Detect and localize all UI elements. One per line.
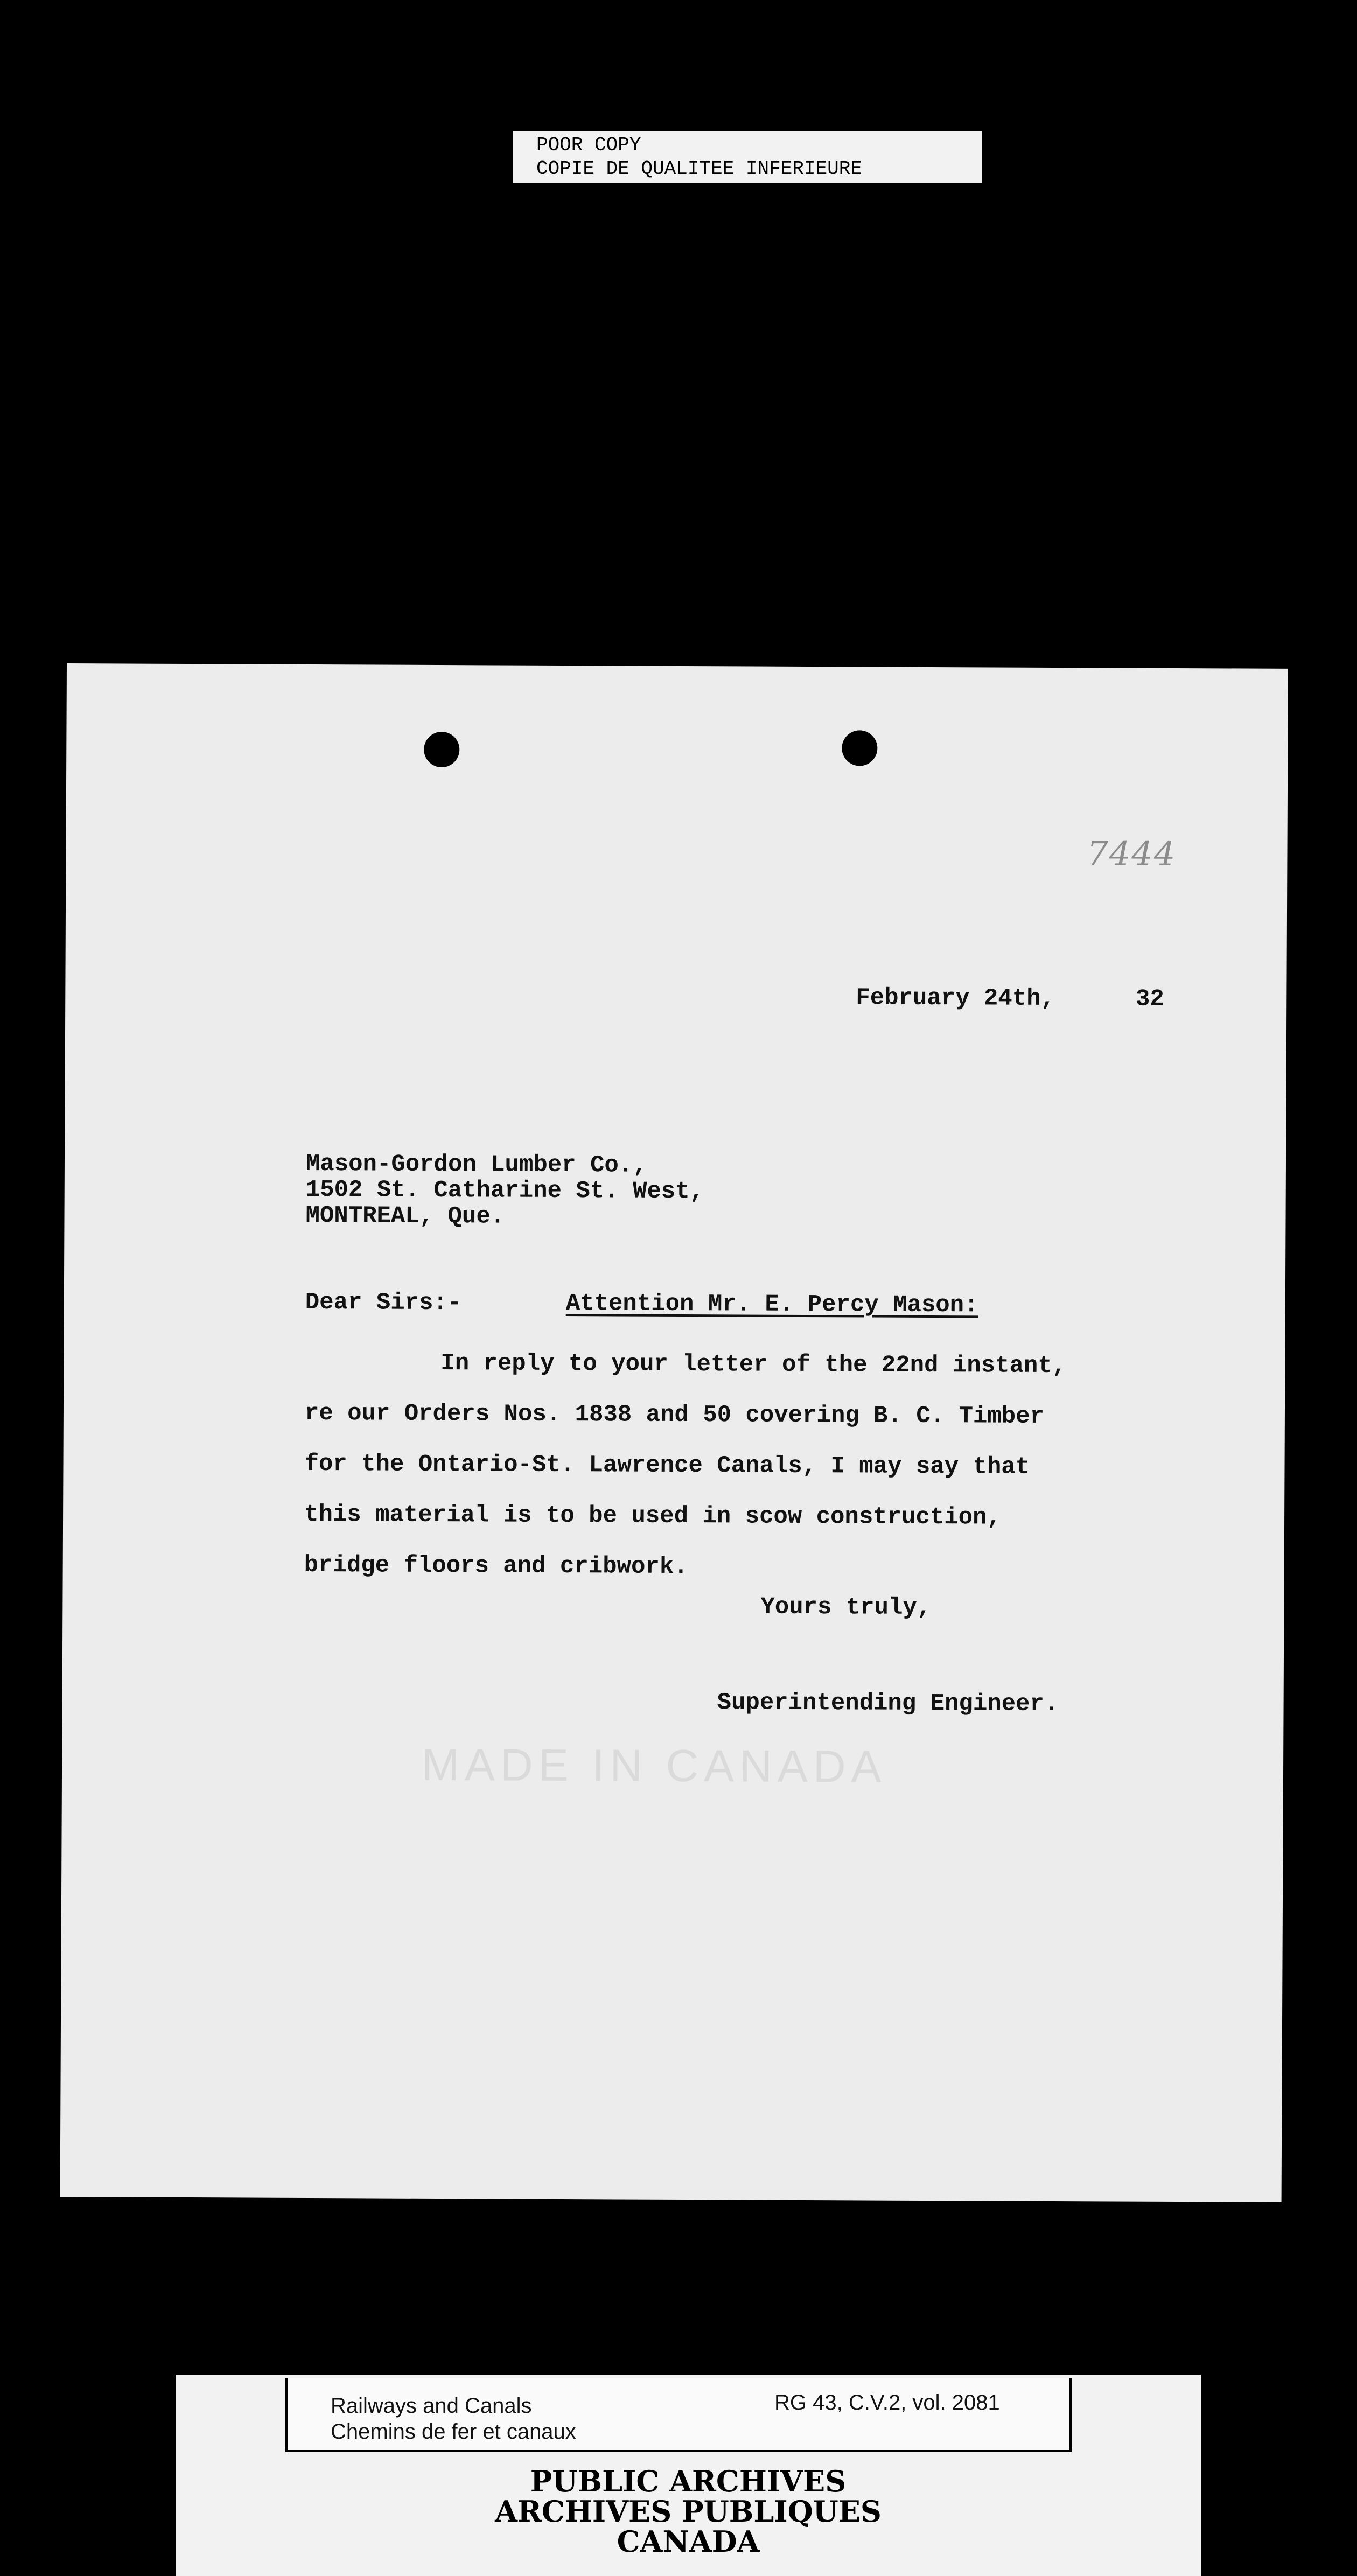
poor-copy-text-fr: COPIE DE QUALITEE INFERIEURE xyxy=(536,158,862,180)
letter-body xyxy=(304,1338,1066,1594)
archive-footer xyxy=(176,2375,1201,2576)
address-line: Mason-Gordon Lumber Co., xyxy=(305,1150,647,1179)
paper-watermark: MADE IN CANADA xyxy=(421,1739,887,1792)
closing: Yours truly, xyxy=(760,1593,932,1622)
body-line: for the Ontario-St. Lawrence Canals, I may say that xyxy=(304,1450,1030,1481)
body-line: re our Orders Nos. 1838 and 50 covering B. C. Timber xyxy=(304,1399,1045,1430)
punch-hole-right xyxy=(842,730,877,766)
date-text: February 24th, xyxy=(856,984,1055,1013)
series-name-en: Railways and Canals xyxy=(331,2394,532,2418)
archive-reference: RG 43, C.V.2, vol. 2081 xyxy=(774,2391,1000,2414)
letter-sheet xyxy=(60,663,1288,2202)
archives-country: CANADA xyxy=(617,2524,760,2559)
body-line: In reply to your letter of the 22nd instant, xyxy=(440,1350,1067,1380)
signature-title: Superintending Engineer. xyxy=(717,1689,1059,1718)
letter-date xyxy=(856,984,1164,1012)
address-line: MONTREAL, Que. xyxy=(305,1202,505,1230)
attention-line: Attention Mr. E. Percy Mason: xyxy=(565,1290,978,1319)
recipient-address xyxy=(305,1151,704,1230)
poor-copy-text-en: POOR COPY xyxy=(536,134,641,156)
series-name-fr: Chemins de fer et canaux xyxy=(331,2420,576,2444)
archive-reference-box xyxy=(285,2378,1072,2452)
archives-title-en: PUBLIC ARCHIVES xyxy=(530,2464,847,2498)
punch-hole-left xyxy=(424,732,459,767)
salutation: Dear Sirs:- xyxy=(305,1289,462,1317)
poor-copy-label xyxy=(513,131,982,183)
archives-title-fr: ARCHIVES PUBLIQUES xyxy=(495,2494,882,2529)
file-number: 7444 xyxy=(1087,834,1177,873)
body-line: this material is to be used in scow construction, xyxy=(304,1501,1002,1531)
body-line: bridge floors and cribwork. xyxy=(304,1551,688,1581)
date-year: 32 xyxy=(1135,985,1164,1013)
address-line: 1502 St. Catharine St. West, xyxy=(305,1176,704,1206)
